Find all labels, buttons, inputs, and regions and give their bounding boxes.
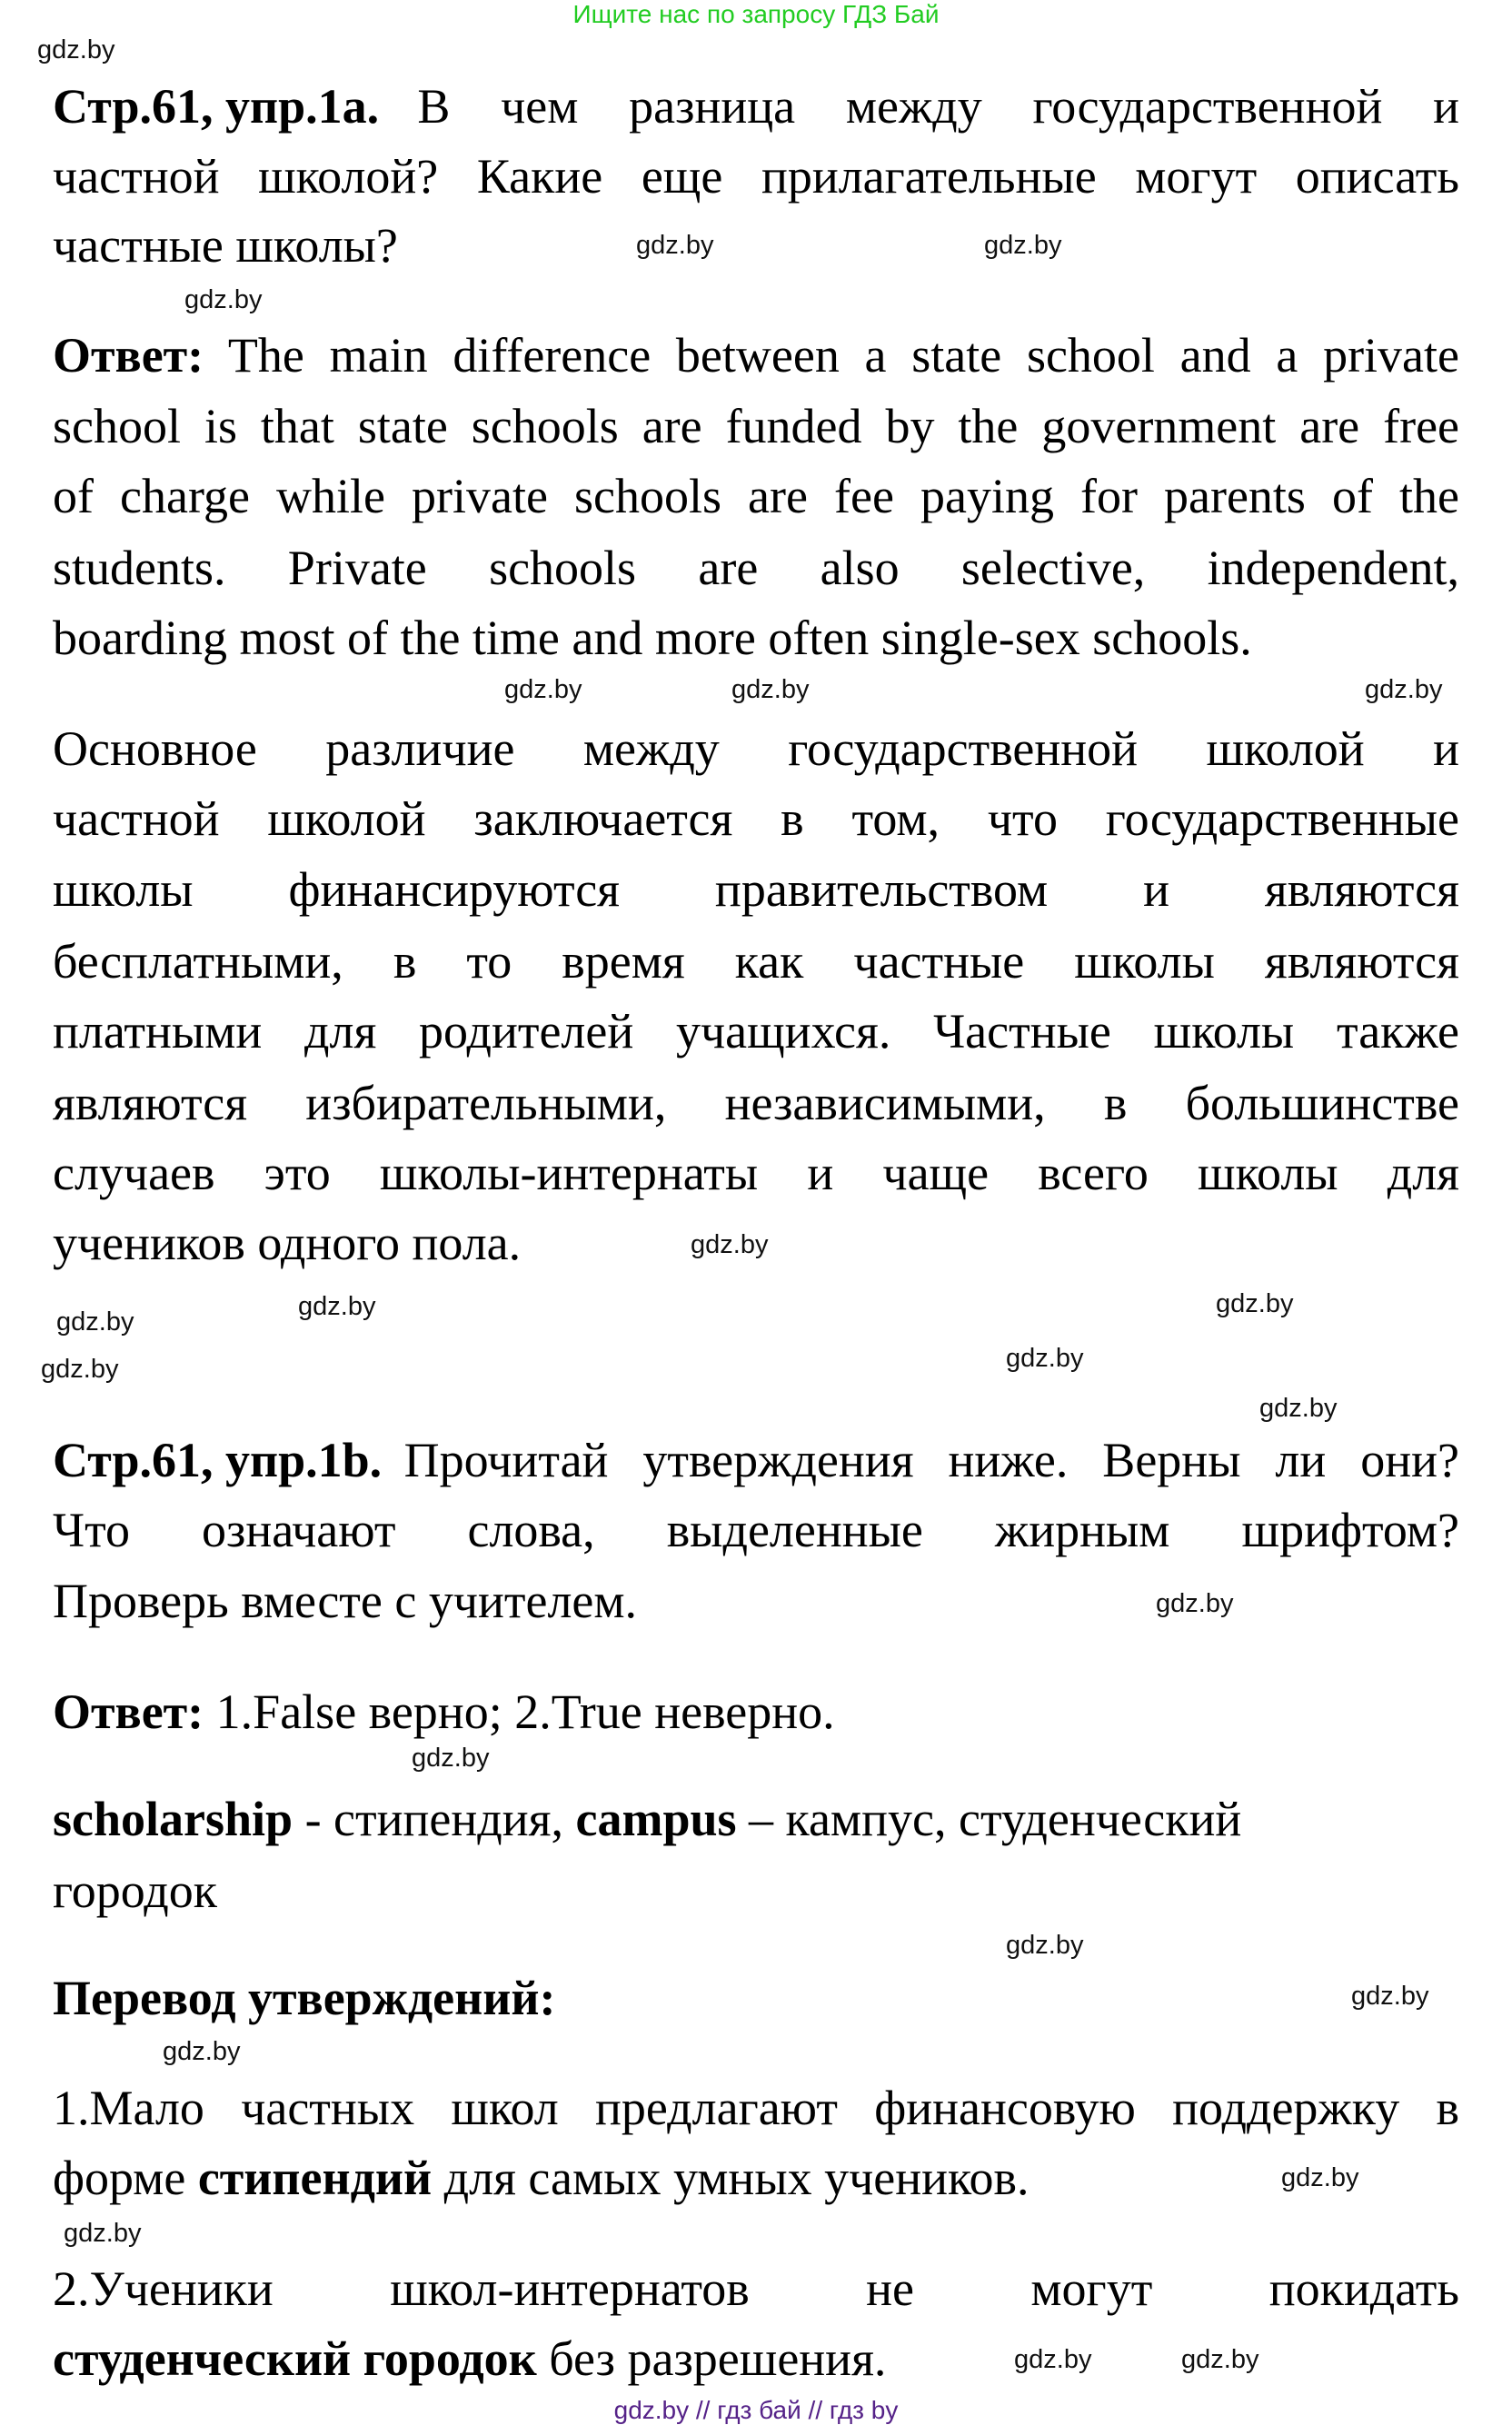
answer-line — [53, 541, 1459, 595]
question-1b-line — [53, 1433, 1459, 1487]
statement-2 — [53, 2331, 886, 2386]
answer-label: Ответ: — [53, 328, 204, 383]
translation-line — [53, 1216, 521, 1270]
watermark: gdz.by — [41, 1355, 119, 1384]
watermark: gdz.by — [691, 1230, 769, 1259]
watermark: gdz.by — [1006, 1344, 1084, 1373]
vocab-word: scholarship — [53, 1792, 293, 1846]
text: частной школой заключается в том, что государственные — [53, 791, 1459, 846]
watermark: gdz.by — [1259, 1394, 1338, 1423]
translation-line — [53, 1146, 1459, 1200]
watermark: gdz.by — [64, 2219, 142, 2248]
text: платными для родителей учащихся. Частные школы также — [53, 1004, 1459, 1058]
text: The main difference between a state school and a private — [204, 328, 1459, 383]
watermark: gdz.by — [298, 1292, 376, 1321]
text: 1.False верно; 2.True неверно. — [204, 1685, 835, 1739]
text: school is that state schools are funded by the government are free — [53, 399, 1459, 453]
translation-title — [53, 1971, 555, 2025]
watermark: gdz.by — [1156, 1589, 1234, 1618]
text: частной школой? Какие еще прилагательные могут описать — [53, 149, 1459, 204]
question-1a-line — [53, 218, 398, 273]
text: Что означают слова, выделенные жирным шрифтом? — [53, 1503, 1459, 1557]
answer-line — [53, 469, 1459, 523]
text: Проверь вместе с учителем. — [53, 1574, 638, 1628]
search-banner: Ищите нас по запросу ГДЗ Бай — [572, 0, 940, 28]
text: стипендий — [197, 2151, 433, 2205]
heading: Перевод утверждений: — [53, 1971, 556, 2025]
statement-1 — [53, 2081, 1459, 2135]
answer-line — [53, 399, 1459, 453]
translation-line — [53, 1076, 1459, 1130]
answer-line — [53, 1685, 835, 1739]
watermark: gdz.by — [636, 231, 714, 260]
watermark: gdz.by — [1281, 2163, 1359, 2192]
statement-2 — [53, 2261, 1459, 2316]
watermark: gdz.by — [504, 675, 582, 704]
text: бесплатными, в то время как частные школы являются — [53, 934, 1459, 989]
watermark: gdz.by — [1006, 1931, 1084, 1960]
text: В чем разница между государственной и — [417, 79, 1459, 134]
watermark: gdz.by — [56, 1307, 134, 1337]
translation-line — [53, 721, 1459, 776]
watermark: gdz.by — [163, 2037, 241, 2066]
vocab-word: campus — [575, 1792, 737, 1846]
translation-line — [53, 934, 1459, 989]
exercise-label: Стр.61, упр.1а. — [53, 79, 380, 134]
watermark: gdz.by — [1351, 1982, 1429, 2011]
text: частные школы? — [53, 218, 398, 273]
question-1b-line — [53, 1574, 637, 1628]
text: учеников одного пола. — [53, 1216, 522, 1270]
watermark: gdz.by — [1181, 2345, 1259, 2374]
watermark: gdz.by — [37, 35, 115, 65]
question-1b-line — [53, 1503, 1459, 1557]
statement-1 — [53, 2151, 1030, 2205]
translation-line — [53, 862, 1459, 917]
question-1a-line — [53, 79, 1459, 134]
text: 1.Мало частных школ предлагают финансовую поддержку в — [53, 2081, 1459, 2135]
text: являются избирательными, независимыми, в большинстве — [53, 1076, 1459, 1130]
text: 2.Ученики школ-интернатов не могут покидать — [53, 2261, 1459, 2316]
exercise-label: Стр.61, упр.1b. — [53, 1433, 383, 1487]
watermark: gdz.by — [184, 285, 263, 314]
answer-line — [53, 611, 1252, 665]
watermark: gdz.by — [1216, 1289, 1294, 1318]
translation-line — [53, 1004, 1459, 1058]
text: - стипендия, — [293, 1792, 576, 1846]
question-1a-line — [53, 149, 1459, 204]
translation-line — [53, 791, 1459, 846]
watermark: gdz.by — [1014, 2345, 1092, 2374]
text: школы финансируются правительством и являются — [53, 862, 1459, 917]
text: of charge while private schools are fee paying for parents of the — [53, 469, 1459, 523]
text: городок — [53, 1863, 217, 1918]
footer-banner: gdz.by // гдз бай // гдз by — [613, 2396, 899, 2424]
answer-label: Ответ: — [53, 1685, 204, 1739]
text: без разрешения. — [536, 2331, 887, 2386]
watermark: gdz.by — [984, 231, 1062, 260]
watermark: gdz.by — [731, 675, 810, 704]
text: Прочитай утверждения ниже. Верны ли они? — [403, 1433, 1459, 1487]
text: студенческий городок — [53, 2331, 537, 2386]
text: boarding most of the time and more often single-sex schools. — [53, 611, 1252, 665]
text: форме — [53, 2151, 198, 2205]
text: Основное различие между государственной школой и — [53, 721, 1459, 776]
watermark: gdz.by — [1365, 675, 1443, 704]
watermark: gdz.by — [412, 1744, 490, 1773]
text: для самых умных учеников. — [432, 2151, 1030, 2205]
text: – кампус, студенческий — [736, 1792, 1242, 1846]
vocab-line — [53, 1792, 1241, 1846]
text: случаев это школы-интернаты и чаще всего школы для — [53, 1146, 1459, 1200]
vocab-line — [53, 1863, 217, 1918]
text: students. Private schools are also selective, independent, — [53, 541, 1459, 595]
answer-line — [53, 328, 1459, 383]
